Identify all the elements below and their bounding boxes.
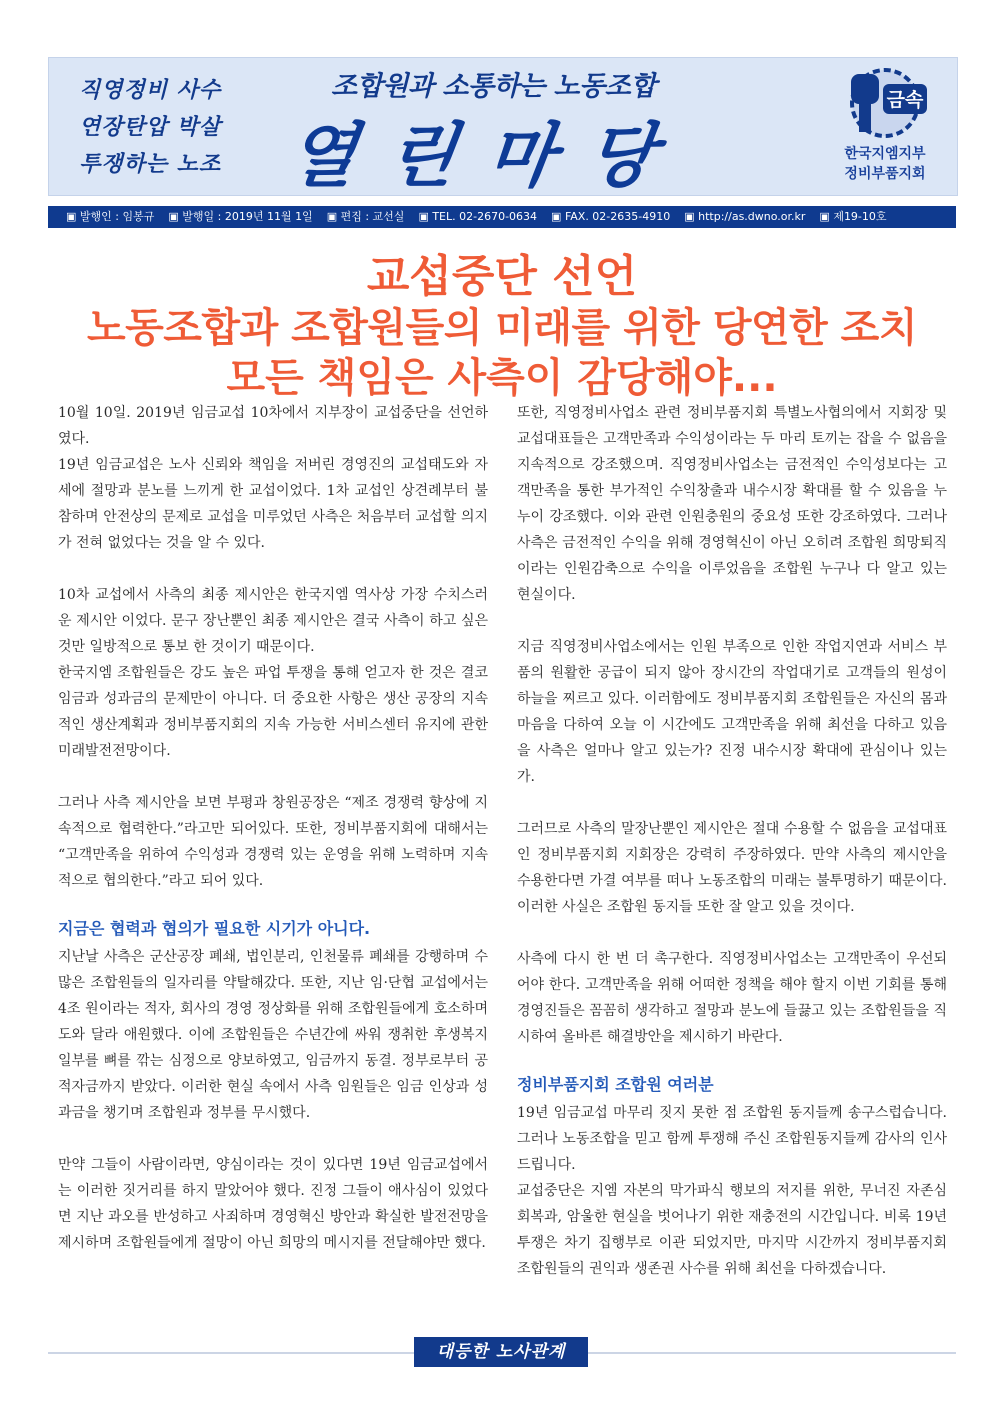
org-line: 한국지엠지부 [844,146,926,162]
fax: ▣ FAX. 02-2635-4910 [551,206,670,228]
section-heading: 정비부품지회 조합원 여러분 [517,1075,714,1094]
emblem-text: 금속 [886,89,924,111]
website-link[interactable]: ▣ http://as.dwno.or.kr [684,206,805,228]
org-line: 정비부품지회 [844,166,926,182]
article-left-column [58,400,488,1256]
paragraph: 19년 임금교섭 마무리 짓지 못한 점 조합원 동지들께 송구스럽습니다. 그러나 노동조합을 믿고 함께 투쟁해 주신 조합원동지들께 감사의 인사드립니다. [517,1105,947,1173]
slogan-list [79,72,221,183]
slogan: 직영정비 사수 [79,78,222,103]
paragraph: 만약 그들이 사람이라면, 양심이라는 것이 있다면 19년 임금교섭에서는 이러한 짓거리를 하지 말았어야 했다. 진정 그들이 애사심이 있었다면 지난 과오를 반성하고 사죄하며 경영혁신 방안과 확실한 발전전망을 제시하며 조합원들에게 절망이 아닌 희망의 메시지를 전달해야만 했다. [58,1157,488,1251]
slogan: 연장탄압 박살 [79,115,222,140]
slogan: 투쟁하는 노조 [79,152,222,177]
headline-sub: 모든 책임은 사측이 감당해야... [226,355,778,401]
paragraph: 사측에 다시 한 번 더 촉구한다. 직영정비사업소는 고객만족이 우선되어야 한다. 고객만족을 위해 어떠한 정책을 해야 할지 이번 기회를 통해 경영진들은 꼼꼼히 생각하고 절망과 분노에 들끓고 있는 조합원들을 직시하여 올바른 해결방안을 제시하기 바란다. [517,951,947,1045]
publish-date: ▣ 발행일 : 2019년 11월 1일 [168,206,312,228]
editor: ▣ 편집 : 교선실 [327,206,405,228]
headline-sub: 노동조합과 조합원들의 미래를 위한 당연한 조치 [87,305,917,351]
paragraph: 10월 10일. 2019년 임금교섭 10차에서 지부장이 교섭중단을 선언하였다. [58,405,488,447]
paragraph: 19년 임금교섭은 노사 신뢰와 책임을 저버린 경영진의 교섭태도와 자세에 절망과 분노를 느끼게 한 교섭이었다. 1차 교섭인 상견례부터 불참하며 안전상의 문제로 교섭을 미루었던 사측은 처음부터 교섭할 의지가 전혀 없었다는 것을 알 수 있다. [58,457,488,551]
paragraph: 그러므로 사측의 말장난뿐인 제시안은 절대 수용할 수 없음을 교섭대표인 정비부품지회 지회장은 강력히 주장하였다. 만약 사측의 제시안을 수용한다면 가결 여부를 떠나 노동조합의 미래는 불투명하기 때문이다. 이러한 사실은 조합원 동지들 또한 잘 알고 있을 것이다. [517,821,947,915]
publisher: ▣ 발행인 : 임봉규 [66,206,154,228]
paragraph: 지금 직영정비사업소에서는 인원 부족으로 인한 작업지연과 서비스 부품의 원활한 공급이 되지 않아 장시간의 작업대기로 고객들의 원성이 하늘을 찌르고 있다. 이러함에도 정비부품지회 조합원들은 자신의 몸과 마음을 다하여 오늘 이 시간에도 고객만족을 위해 최선을 다하고 있음을 사측은 얼마나 알고 있는가? 진정 내수시장 확대에 관심이나 있는가. [517,639,947,785]
newsletter-title: 열린마당 [282,115,693,197]
paragraph: 교섭중단은 지엠 자본의 막가파식 행보의 저지를 위한, 무너진 자존심 회복과, 암울한 현실을 벗어나기 위한 재충전의 시간입니다. 비록 19년 투쟁은 차기 집행부로 이관 되었지만, 마지막 시간까지 정비부품지회 조합원들의 권익과 생존권 사수를 위해 최선을 다하겠습니다. [517,1183,947,1277]
footer-slogan: 대등한 노사관계 [414,1337,588,1367]
newsletter-subtitle: 조합원과 소통하는 노동조합 [331,71,656,102]
paragraph: 그러나 사측 제시안을 보면 부평과 창원공장은 “제조 경쟁력 향상에 지속적으로 협력한다.”라고만 되어있다. 또한, 정비부품지회에 대해서는 “고객만족을 위하여 수익성과 경쟁력 있는 운영을 위해 노력하며 지속적으로 협의한다.”라고 되어 있다. [58,795,488,889]
paragraph: 한국지엠 조합원들은 강도 높은 파업 투쟁을 통해 얻고자 한 것은 결코 임금과 성과금의 문제만이 아니다. 더 중요한 사항은 생산 공장의 지속적인 생산계획과 정비부품지회의 지속 가능한 서비스센터 유지에 관한 미래발전전망이다. [58,665,488,759]
headline-main: 교섭중단 선언 [366,251,638,302]
masthead [48,57,958,196]
section-heading: 지금은 협력과 협의가 필요한 시기가 아니다. [58,919,371,938]
paragraph: 지난날 사측은 군산공장 폐쇄, 법인분리, 인천물류 폐쇄를 강행하며 수많은 조합원들의 일자리를 약탈해갔다. 또한, 지난 임·단협 교섭에서는 4조 원이라는 적자, 회사의 경영 정상화를 위해 조합원들에게 호소하며 도와 달라 애원했다. 이에 조합원들은 수년간에 싸워 쟁취한 후생복지 일부를 뼈를 깎는 심정으로 양보하였고, 임금까지 동결. 정부로부터 공적자금까지 받았다. 이러한 현실 속에서 사측 임원들은 임금 인상과 성과금을 챙기며 조합원과 정부를 무시했다. [58,949,488,1121]
paragraph: 또한, 직영정비사업소 관련 정비부품지회 특별노사협의에서 지회장 및 교섭대표들은 고객만족과 수익성이라는 두 마리 토끼는 잡을 수 없음을 지속적으로 강조했으며. 직영정비사업소는 금전적인 수익성보다는 고객만족을 통한 부가적인 수익창출과 내수시장 확대를 할 수 있음을 누누이 강조했다. 이와 관련 인원충원의 중요성 또한 강조하였다. 그러나 사측은 금전적인 수익을 위해 경영혁신이 아닌 오히려 조합원 희망퇴직이라는 인원감축으로 수익을 이루었음을 조합원 누구나 다 알고 있는 현실이다. [517,405,947,603]
paragraph: 10차 교섭에서 사측의 최종 제시안은 한국지엠 역사상 가장 수치스러운 제시안 이었다. 문구 장난뿐인 최종 제시안은 결국 사측이 하고 싶은 것만 일방적으로 통보 한 것이기 때문이다. [58,587,488,655]
article-right-column [517,400,947,1282]
organization-name [825,144,945,184]
issue-number: ▣ 제19-10호 [819,206,886,228]
union-fist-logo-icon [837,66,933,140]
publication-info-bar [48,206,956,228]
telephone: ▣ TEL. 02-2670-0634 [418,206,537,228]
